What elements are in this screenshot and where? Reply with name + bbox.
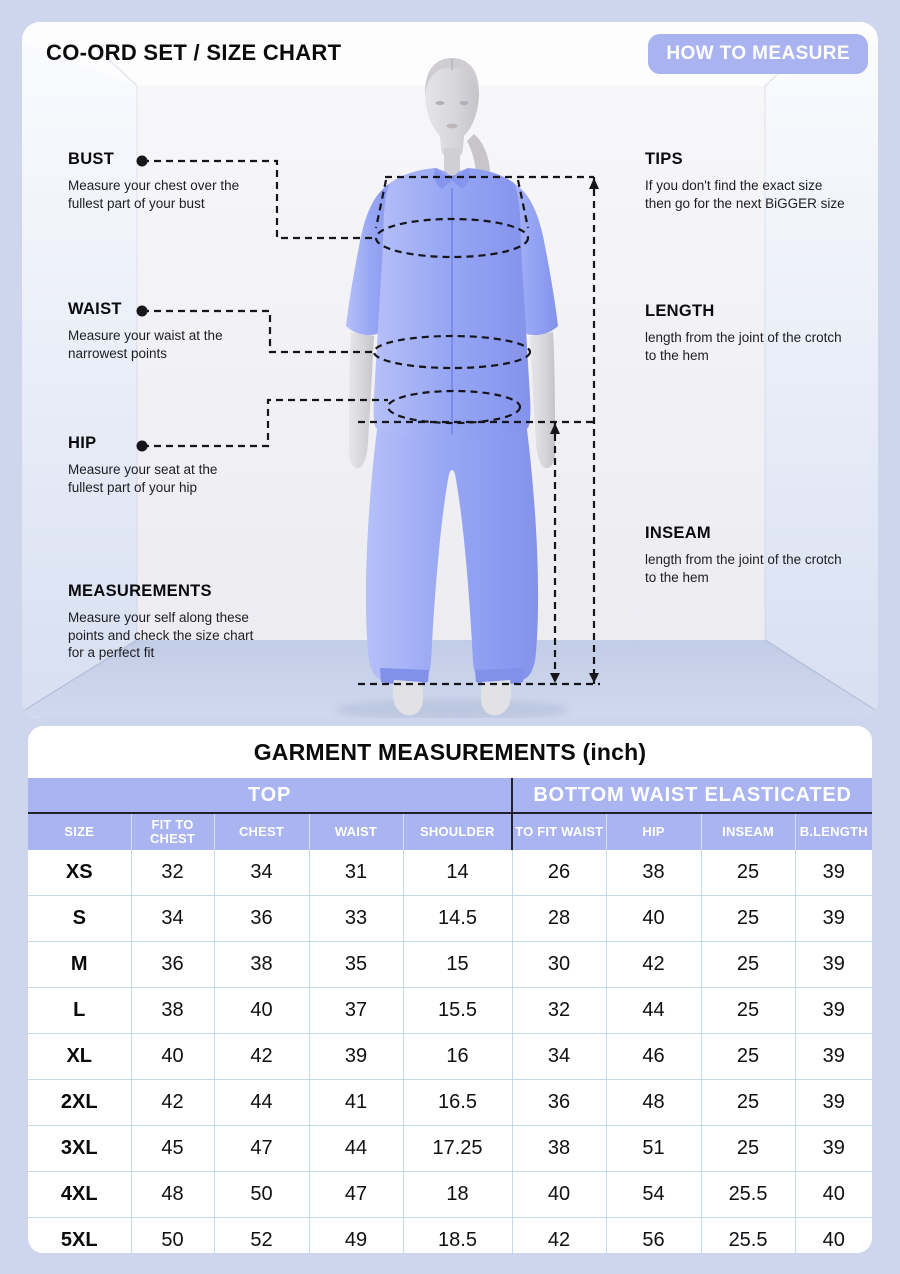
col-header-size: SIZE [28,813,131,850]
value-cell: 36 [131,942,214,988]
inseam-label-block [645,524,845,586]
value-cell: 41 [309,1080,403,1126]
value-cell: 40 [795,1172,872,1218]
group-header-top: TOP [28,778,512,813]
value-cell: 31 [309,850,403,896]
value-cell: 33 [309,896,403,942]
value-cell: 45 [131,1126,214,1172]
value-cell: 56 [606,1218,701,1254]
value-cell: 42 [606,942,701,988]
value-cell: 25 [701,896,795,942]
value-cell: 18 [403,1172,512,1218]
mannequin-eye-left [436,101,445,105]
value-cell: 25 [701,1034,795,1080]
value-cell: 25.5 [701,1172,795,1218]
measurements-desc: Measure your self along these points and check the size chart for a perfect fit [68,610,254,661]
value-cell: 38 [606,850,701,896]
value-cell: 14.5 [403,896,512,942]
value-cell: 39 [795,896,872,942]
col-header-inseam: INSEAM [701,813,795,850]
value-cell: 54 [606,1172,701,1218]
value-cell: 25 [701,1126,795,1172]
value-cell: 49 [309,1218,403,1254]
waist-desc: Measure your waist at the narrowest points [68,328,223,361]
value-cell: 48 [131,1172,214,1218]
measurements-label-block [68,582,256,662]
size-table [28,778,872,1253]
table-group-row [28,778,872,813]
value-cell: 40 [795,1218,872,1254]
hip-desc: Measure your seat at the fullest part of your hip [68,462,218,495]
value-cell: 30 [512,942,606,988]
size-cell: XL [28,1034,131,1080]
value-cell: 44 [214,1080,309,1126]
col-header-hip: HIP [606,813,701,850]
table-columns-row [28,813,872,850]
mannequin-lips [447,124,458,129]
hip-label-block [68,434,250,496]
value-cell: 34 [512,1034,606,1080]
value-cell: 42 [214,1034,309,1080]
table-row [28,942,872,988]
value-cell: 51 [606,1126,701,1172]
table-row [28,1080,872,1126]
value-cell: 15.5 [403,988,512,1034]
mannequin-neck [444,148,460,176]
value-cell: 47 [214,1126,309,1172]
value-cell: 34 [214,850,309,896]
bust-label: BUST [68,150,115,168]
hip-label: HIP [68,434,97,452]
size-cell: 3XL [28,1126,131,1172]
value-cell: 44 [606,988,701,1034]
size-cell: 4XL [28,1172,131,1218]
room-right-wall [763,42,878,714]
col-header-b-length: B.LENGTH [795,813,872,850]
col-header-fit-to-chest: FIT TO CHEST [131,813,214,850]
value-cell: 32 [131,850,214,896]
value-cell: 39 [795,1126,872,1172]
value-cell: 25 [701,1080,795,1126]
inseam-desc: length from the joint of the crotch to the hem [645,552,842,585]
value-cell: 14 [403,850,512,896]
value-cell: 25.5 [701,1218,795,1254]
value-cell: 34 [131,896,214,942]
value-cell: 16.5 [403,1080,512,1126]
value-cell: 37 [309,988,403,1034]
col-header-waist: WAIST [309,813,403,850]
table-row [28,988,872,1034]
value-cell: 15 [403,942,512,988]
value-cell: 46 [606,1034,701,1080]
value-cell: 39 [795,1080,872,1126]
bust-label-block [68,150,240,212]
value-cell: 25 [701,850,795,896]
value-cell: 40 [512,1172,606,1218]
value-cell: 18.5 [403,1218,512,1254]
value-cell: 40 [606,896,701,942]
value-cell: 39 [795,988,872,1034]
value-cell: 39 [309,1034,403,1080]
value-cell: 40 [131,1034,214,1080]
value-cell: 47 [309,1172,403,1218]
value-cell: 28 [512,896,606,942]
table-row [28,896,872,942]
value-cell: 17.25 [403,1126,512,1172]
table-title: GARMENT MEASUREMENTS (inch) [253,738,647,765]
inseam-label: INSEAM [645,524,711,542]
value-cell: 25 [701,988,795,1034]
table-row [28,1218,872,1254]
length-label: LENGTH [645,302,715,320]
value-cell: 36 [214,896,309,942]
col-header-shoulder: SHOULDER [403,813,512,850]
value-cell: 16 [403,1034,512,1080]
value-cell: 35 [309,942,403,988]
value-cell: 36 [512,1080,606,1126]
table-row [28,1034,872,1080]
col-header-chest: CHEST [214,813,309,850]
value-cell: 40 [214,988,309,1034]
bust-desc: Measure your chest over the fullest part of your bust [68,178,240,211]
value-cell: 50 [214,1172,309,1218]
value-cell: 48 [606,1080,701,1126]
table-row [28,1172,872,1218]
how-to-measure-button[interactable]: HOW TO MEASURE [648,34,868,74]
size-cell: S [28,896,131,942]
value-cell: 42 [131,1080,214,1126]
value-cell: 26 [512,850,606,896]
tips-label-block [645,150,845,212]
mannequin-eye-right [460,101,469,105]
value-cell: 38 [131,988,214,1034]
measurements-label: MEASUREMENTS [68,582,212,600]
size-cell: 5XL [28,1218,131,1254]
value-cell: 25 [701,942,795,988]
length-label-block [645,302,845,364]
group-header-bottom: BOTTOM WAIST ELASTICATED [512,778,872,813]
value-cell: 38 [512,1126,606,1172]
size-table-card [28,726,872,1253]
value-cell: 50 [131,1218,214,1254]
page-title: CO-ORD SET / SIZE CHART [46,40,342,65]
table-row [28,1126,872,1172]
value-cell: 39 [822,861,845,883]
table-row [28,850,872,896]
value-cell: 38 [214,942,309,988]
value-cell: 44 [309,1126,403,1172]
tips-label: TIPS [645,150,683,168]
size-cell: M [28,942,131,988]
size-table-body [28,850,872,1253]
waist-label: WAIST [68,300,122,318]
tips-desc: If you don't find the exact size then go for the next BiGGER size [645,178,845,211]
waist-label-block [68,300,246,362]
col-header-to-fit-waist: TO FIT WAIST [512,813,606,850]
value-cell: 39 [795,1034,872,1080]
size-cell: 2XL [28,1080,131,1126]
size-cell: XS [28,850,131,896]
size-cell: L [28,988,131,1034]
value-cell: 39 [795,942,872,988]
value-cell: 42 [512,1218,606,1254]
value-cell: 32 [512,988,606,1034]
value-cell: 52 [214,1218,309,1254]
length-desc: length from the joint of the crotch to the hem [645,330,842,363]
